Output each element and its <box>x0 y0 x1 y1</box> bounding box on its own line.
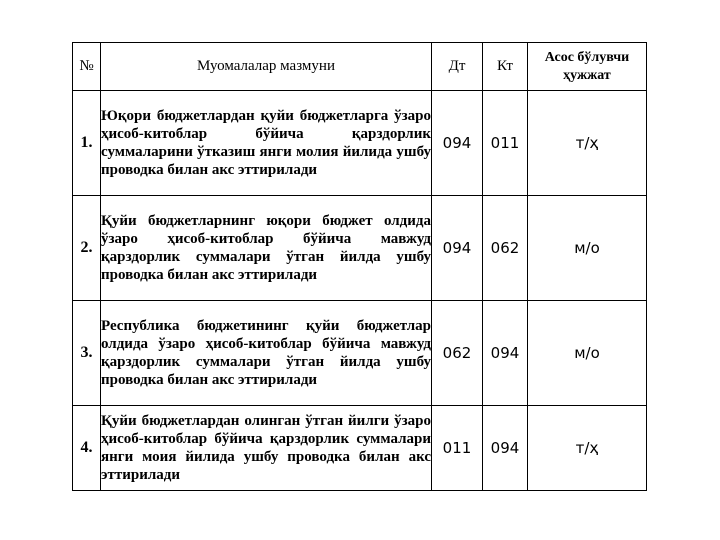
header-number: № <box>73 43 101 91</box>
table-row <box>73 406 647 491</box>
header-debit: Дт <box>432 43 483 91</box>
row-content: Республика бюджетининг қуйи бюджетлар олдида ўзаро ҳисоб-китоблар бўйича мавжуд қарздорлик суммалари ўтган йилда ушбу проводка билан акс эттирилади <box>101 301 432 406</box>
row-document: т/ҳ <box>528 91 647 196</box>
header-content: Муомалалар мазмуни <box>101 43 432 91</box>
row-debit: 094 <box>432 91 483 196</box>
row-credit: 094 <box>483 301 528 406</box>
row-credit: 094 <box>483 406 528 491</box>
row-debit: 094 <box>432 196 483 301</box>
row-debit: 062 <box>432 301 483 406</box>
row-number: 4. <box>73 406 101 491</box>
row-debit: 011 <box>432 406 483 491</box>
row-number: 3. <box>73 301 101 406</box>
row-content: Юқори бюджетлардан қуйи бюджетларга ўзаро ҳисоб-китоблар бўйича қарздорлик суммаларини ўтказиш янги молия йилида ушбу проводка билан акс эттирилади <box>101 91 432 196</box>
header-row <box>73 43 647 91</box>
row-credit: 062 <box>483 196 528 301</box>
row-content: Қуйи бюджетлардан олинган ўтган йилги ўзаро ҳисоб-китоблар бўйича қарздорлик суммалари янги моия йилида ушбу проводка билан акс эттирилади <box>101 406 432 491</box>
row-number: 1. <box>73 91 101 196</box>
row-content: Қуйи бюджетларнинг юқори бюджет олдида ўзаро ҳисоб-китоблар бўйича мавжуд қарздорлик суммалари ўтган йилда ушбу проводка билан акс эттирилади <box>101 196 432 301</box>
row-document: т/ҳ <box>528 406 647 491</box>
row-credit: 011 <box>483 91 528 196</box>
row-document: м/о <box>528 196 647 301</box>
row-number: 2. <box>73 196 101 301</box>
table-row <box>73 196 647 301</box>
row-document: м/о <box>528 301 647 406</box>
transactions-table <box>72 42 647 491</box>
header-credit: Кт <box>483 43 528 91</box>
header-document: Асос бўлувчи ҳужжат <box>528 43 647 91</box>
table-row <box>73 91 647 196</box>
table-row <box>73 301 647 406</box>
